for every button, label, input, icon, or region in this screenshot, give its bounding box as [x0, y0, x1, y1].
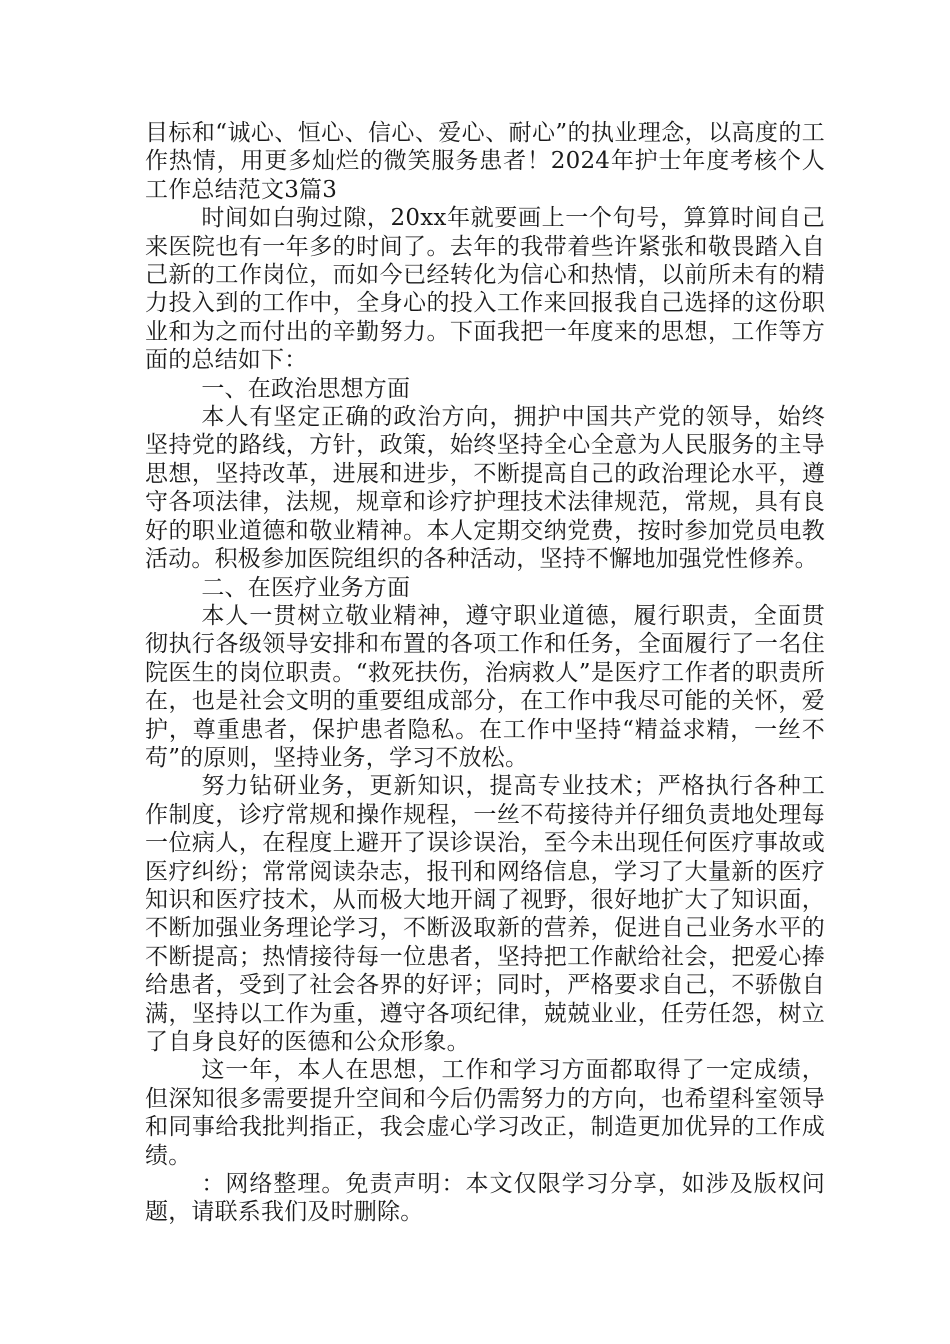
- document-body: [145, 119, 825, 1227]
- paragraph-disclaimer: ：网络整理。免责声明：本文仅限学习分享，如涉及版权问题，请联系我们及时删除。: [145, 1171, 825, 1226]
- paragraph-intro: 时间如白驹过隙，20xx年就要画上一个句号，算算时间自己来医院也有一年多的时间了。去年的我带着些许紧张和敬畏踏入自己新的工作岗位，而如今已经转化为信心和热情，以前所未有的精力投入到的工作中，全身心的投入工作来回报我自己选择的这份职业和为之而付出的辛勤努力。下面我把一年度来的思想，工作等方面的总结如下：: [145, 205, 825, 374]
- paragraph-political: 本人有坚定正确的政治方向，拥护中国共产党的领导，始终坚持党的路线，方针，政策，始终坚持全心全意为人民服务的主导思想，坚持改革，进展和进步，不断提高自己的政治理论水平，遵守各项法律，法规，规章和诊疗护理技术法律规范，常规，具有良好的职业道德和敬业精神。本人定期交纳党费，按时参加党员电教活动。积极参加医院组织的各种活动，坚持不懈地加强党性修养。: [145, 404, 825, 573]
- paragraph-medical: 本人一贯树立敬业精神，遵守职业道德，履行职责，全面贯彻执行各级领导安排和布置的各项工作和任务，全面履行了一名住院医生的岗位职责。“救死扶伤，治病救人”是医疗工作者的职责所在，也是社会文明的重要组成部分，在工作中我尽可能的关怀，爱护，尊重患者，保护患者隐私。在工作中坚持“精益求精，一丝不苟”的原则，坚持业务，学习不放松。: [145, 602, 825, 771]
- paragraph-summary: 这一年，本人在思想，工作和学习方面都取得了一定成绩，但深知很多需要提升空间和今后仍需努力的方向，也希望科室领导和同事给我批判指正，我会虚心学习改正，制造更加优异的工作成绩。: [145, 1057, 825, 1169]
- section-heading-medical: 二、在医疗业务方面: [201, 574, 411, 601]
- paragraph-study: 努力钻研业务，更新知识，提高专业技术；严格执行各种工作制度，诊疗常规和操作规程，一丝不苟接待并仔细负责地处理每一位病人，在程度上避开了误诊误治，至今未出现任何医疗事故或医疗纠纷；常常阅读杂志，报刊和网络信息，学习了大量新的医疗知识和医疗技术，从而极大地开阔了视野，很好地扩大了知识面，不断加强业务理论学习，不断汲取新的营养，促进自己业务水平的不断提高；热情接待每一位患者，坚持把工作献给社会，把爱心捧给患者，受到了社会各界的好评；同时，严格要求自己，不骄傲自满，坚持以工作为重，遵守各项纪律，兢兢业业，任劳任怨，树立了自身良好的医德和公众形象。: [145, 773, 825, 1055]
- section-heading-political: 一、在政治思想方面: [201, 375, 411, 402]
- paragraph-continuation: 目标和“诚心、恒心、信心、爱心、耐心”的执业理念，以高度的工作热情，用更多灿烂的微笑服务患者！2024年护士年度考核个人工作总结范文3篇3: [145, 120, 825, 203]
